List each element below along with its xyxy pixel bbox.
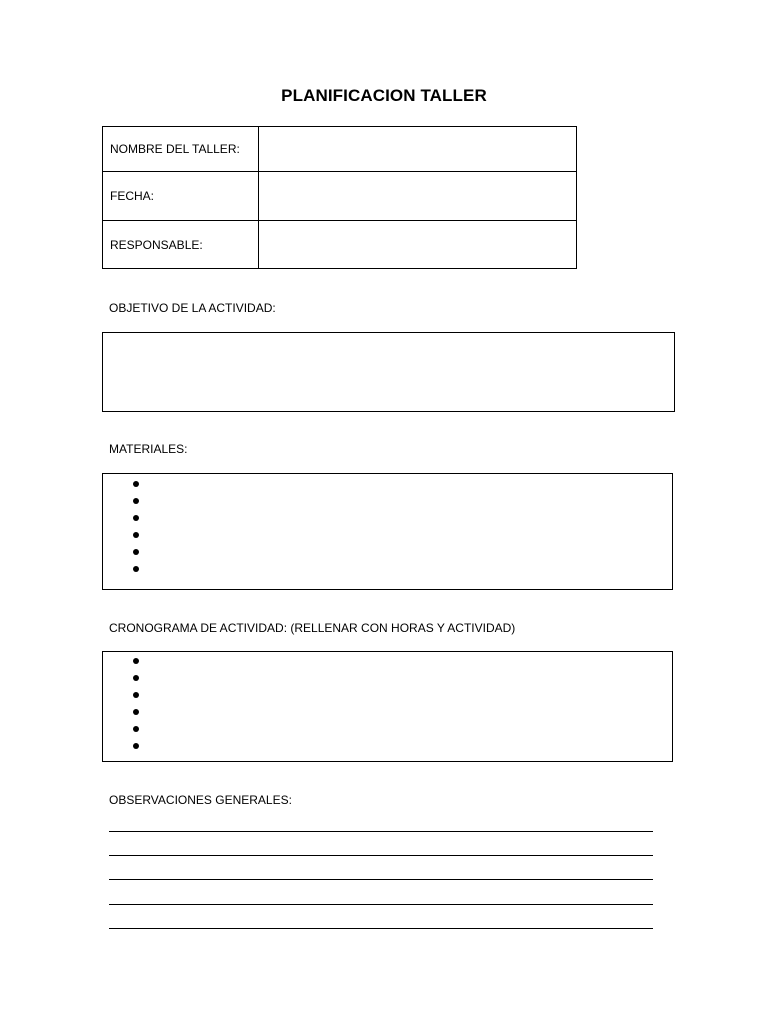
list-item bbox=[103, 687, 672, 704]
table-row bbox=[103, 221, 577, 269]
info-table bbox=[102, 126, 577, 269]
bullet-icon bbox=[133, 709, 139, 715]
nombre-taller-label: NOMBRE DEL TALLER: bbox=[103, 127, 259, 172]
responsable-label: RESPONSABLE: bbox=[103, 221, 259, 269]
list-item bbox=[103, 544, 672, 561]
cronograma-label: CRONOGRAMA DE ACTIVIDAD: (RELLENAR CON HORAS Y ACTIVIDAD) bbox=[109, 621, 516, 635]
bullet-icon bbox=[133, 726, 139, 732]
list-item bbox=[103, 704, 672, 721]
objetivo-box[interactable] bbox=[102, 332, 675, 412]
materiales-box[interactable] bbox=[102, 473, 673, 590]
observaciones-line[interactable] bbox=[109, 855, 653, 856]
list-item bbox=[103, 738, 672, 755]
materiales-list bbox=[103, 474, 672, 578]
bullet-icon bbox=[133, 692, 139, 698]
list-item bbox=[103, 476, 672, 493]
observaciones-label: OBSERVACIONES GENERALES: bbox=[109, 793, 292, 807]
list-item bbox=[103, 670, 672, 687]
cronograma-box[interactable] bbox=[102, 651, 673, 762]
bullet-icon bbox=[133, 481, 139, 487]
cronograma-list bbox=[103, 652, 672, 755]
fecha-label: FECHA: bbox=[103, 172, 259, 221]
list-item bbox=[103, 527, 672, 544]
objetivo-label: OBJETIVO DE LA ACTIVIDAD: bbox=[109, 301, 276, 315]
list-item bbox=[103, 561, 672, 578]
bullet-icon bbox=[133, 498, 139, 504]
table-row bbox=[103, 172, 577, 221]
bullet-icon bbox=[133, 743, 139, 749]
list-item bbox=[103, 510, 672, 527]
bullet-icon bbox=[133, 549, 139, 555]
bullet-icon bbox=[133, 515, 139, 521]
list-item bbox=[103, 653, 672, 670]
fecha-field[interactable] bbox=[259, 172, 577, 221]
list-item bbox=[103, 721, 672, 738]
observaciones-line[interactable] bbox=[109, 928, 653, 929]
bullet-icon bbox=[133, 532, 139, 538]
observaciones-line[interactable] bbox=[109, 831, 653, 832]
observaciones-line[interactable] bbox=[109, 879, 653, 880]
nombre-taller-field[interactable] bbox=[259, 127, 577, 172]
list-item bbox=[103, 493, 672, 510]
bullet-icon bbox=[133, 675, 139, 681]
bullet-icon bbox=[133, 658, 139, 664]
page-title: PLANIFICACION TALLER bbox=[281, 86, 487, 105]
observaciones-line[interactable] bbox=[109, 904, 653, 905]
materiales-label: MATERIALES: bbox=[109, 442, 188, 456]
table-row bbox=[103, 127, 577, 172]
bullet-icon bbox=[133, 566, 139, 572]
responsable-field[interactable] bbox=[259, 221, 577, 269]
